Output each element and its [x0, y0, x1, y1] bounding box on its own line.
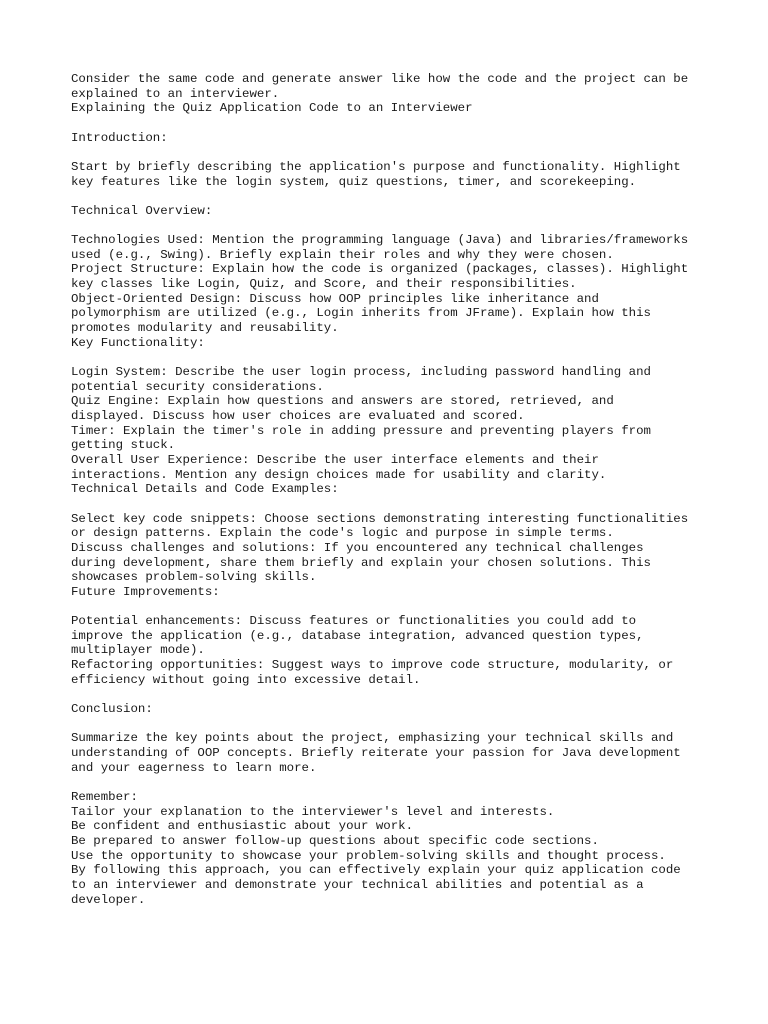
text-line: interactions. Mention any design choices made for usability and clarity.: [71, 467, 607, 482]
text-line: Login System: Describe the user login process, including password handling and: [71, 365, 651, 380]
text-line: Project Structure: Explain how the code is organized (packages, classes). Highlight: [71, 262, 689, 277]
blank-line: [71, 687, 751, 702]
text-line: Use the opportunity to showcase your problem-solving skills and thought process.: [71, 848, 666, 863]
blank-line: [71, 717, 751, 732]
text-line: Introduction:: [71, 130, 168, 145]
text-line: Potential enhancements: Discuss features or functionalities you could add to: [71, 614, 637, 629]
text-line: used (e.g., Swing). Briefly explain their roles and why they were chosen.: [71, 247, 614, 262]
text-line: Technical Overview:: [71, 203, 213, 218]
text-line: to an interviewer and demonstrate your technical abilities and potential as a: [71, 877, 644, 892]
text-line: polymorphism are utilized (e.g., Login inherits from JFrame). Explain how this: [71, 306, 651, 321]
text-line: Select key code snippets: Choose sections demonstrating interesting functionalities: [71, 511, 689, 526]
text-line: Key Functionality:: [71, 335, 205, 350]
text-line: displayed. Discuss how user choices are evaluated and scored.: [71, 409, 525, 424]
text-line: Tailor your explanation to the interviewer's level and interests.: [71, 804, 555, 819]
blank-line: [71, 775, 751, 790]
text-line: multiplayer mode).: [71, 643, 205, 658]
text-line: By following this approach, you can effectively explain your quiz application code: [71, 863, 681, 878]
text-line: showcases problem-solving skills.: [71, 570, 317, 585]
text-line: or design patterns. Explain the code's logic and purpose in simple terms.: [71, 526, 614, 541]
blank-line: [71, 350, 751, 365]
blank-line: [71, 600, 751, 615]
text-line: Future Improvements:: [71, 584, 220, 599]
text-line: developer.: [71, 892, 146, 907]
text-line: Timer: Explain the timer's role in adding pressure and preventing players from: [71, 423, 651, 438]
text-line: Object-Oriented Design: Discuss how OOP principles like inheritance and: [71, 291, 599, 306]
document-page: [71, 72, 751, 907]
text-line: Quiz Engine: Explain how questions and answers are stored, retrieved, and: [71, 394, 614, 409]
text-line: improve the application (e.g., database integration, advanced question types,: [71, 628, 644, 643]
text-line: potential security considerations.: [71, 379, 324, 394]
text-line: Technical Details and Code Examples:: [71, 482, 339, 497]
text-line: key features like the login system, quiz questions, timer, and scorekeeping.: [71, 174, 637, 189]
text-line: Remember:: [71, 790, 138, 804]
text-line: promotes modularity and reusability.: [71, 321, 339, 336]
text-line: Be confident and enthusiastic about your work.: [71, 819, 414, 834]
text-line: Technologies Used: Mention the programming language (Java) and libraries/frameworks: [71, 233, 689, 248]
text-line: Conclusion:: [71, 702, 153, 717]
blank-line: [71, 189, 751, 204]
text-line: key classes like Login, Quiz, and Score, and their responsibilities.: [71, 277, 577, 292]
text-line: Refactoring opportunities: Suggest ways to improve code structure, modularity, or: [71, 658, 674, 673]
blank-line: [71, 116, 751, 131]
text-line: Summarize the key points about the project, emphasizing your technical skills and: [71, 731, 674, 746]
blank-line: [71, 145, 751, 160]
blank-line: [71, 219, 751, 234]
text-line: Explaining the Quiz Application Code to an Interviewer: [71, 101, 473, 116]
text-line: Discuss challenges and solutions: If you encountered any technical challenges: [71, 540, 644, 555]
blank-line: [71, 497, 751, 512]
text-line: during development, share them briefly and explain your chosen solutions. This: [71, 555, 651, 570]
text-line: explained to an interviewer.: [71, 86, 280, 101]
text-line: and your eagerness to learn more.: [71, 760, 317, 775]
text-line: Overall User Experience: Describe the user interface elements and their: [71, 452, 599, 467]
text-line: Be prepared to answer follow-up questions about specific code sections.: [71, 833, 599, 848]
text-line: Consider the same code and generate answer like how the code and the project can be: [71, 72, 689, 86]
text-line: efficiency without going into excessive detail.: [71, 672, 421, 687]
text-line: getting stuck.: [71, 438, 176, 453]
text-line: understanding of OOP concepts. Briefly reiterate your passion for Java development: [71, 746, 681, 761]
text-line: Start by briefly describing the application's purpose and functionality. Highlight: [71, 159, 681, 174]
